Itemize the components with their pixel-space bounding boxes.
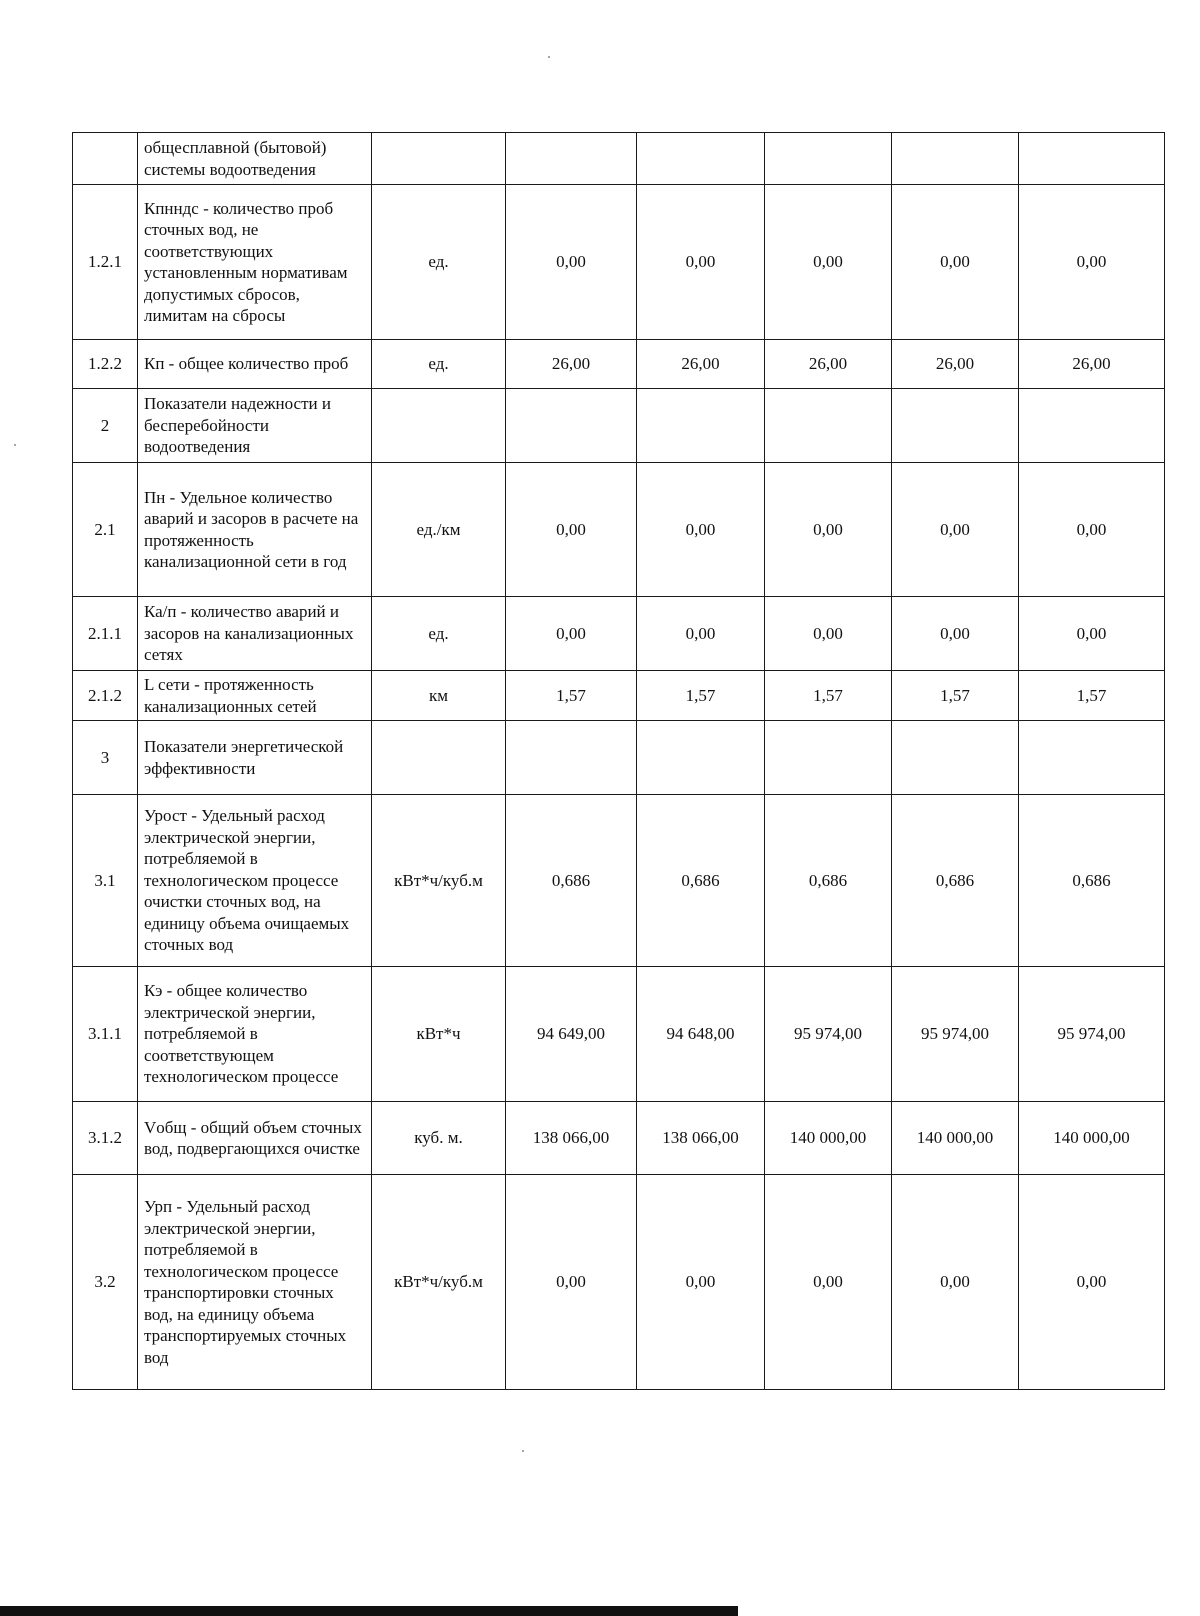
value-cell: 94 648,00 xyxy=(637,967,765,1102)
unit-cell: кВт*ч/куб.м xyxy=(372,1175,506,1390)
unit-cell: км xyxy=(372,671,506,721)
value-cell: 0,00 xyxy=(765,1175,892,1390)
indicator-name-cell: Кэ - общее количество электрической энергии, потребляемой в соответствующем технологическом процессе xyxy=(138,967,372,1102)
value-cell xyxy=(506,389,637,463)
value-cell: 1,57 xyxy=(506,671,637,721)
value-cell xyxy=(637,133,765,185)
unit-cell: ед./км xyxy=(372,463,506,597)
row-number-cell xyxy=(73,133,138,185)
value-cell xyxy=(637,721,765,795)
value-cell xyxy=(765,389,892,463)
unit-cell: кВт*ч xyxy=(372,967,506,1102)
value-cell xyxy=(892,389,1019,463)
table-row xyxy=(73,463,1165,597)
scan-speck xyxy=(548,56,550,58)
value-cell xyxy=(892,721,1019,795)
value-cell: 0,00 xyxy=(637,463,765,597)
table-row xyxy=(73,967,1165,1102)
unit-cell xyxy=(372,133,506,185)
value-cell: 0,00 xyxy=(892,185,1019,340)
unit-cell: куб. м. xyxy=(372,1102,506,1175)
table-row xyxy=(73,1175,1165,1390)
value-cell: 0,00 xyxy=(506,1175,637,1390)
value-cell: 0,00 xyxy=(506,185,637,340)
indicator-name-cell: Урост - Удельный расход электрической энергии, потребляемой в технологическом процессе очистки сточных вод, на единицу объема очищаемых сточных вод xyxy=(138,795,372,967)
scan-speck xyxy=(14,444,16,446)
value-cell: 0,00 xyxy=(637,597,765,671)
row-number-cell: 3.1.2 xyxy=(73,1102,138,1175)
value-cell xyxy=(506,133,637,185)
value-cell: 0,686 xyxy=(1019,795,1165,967)
row-number-cell: 3.1.1 xyxy=(73,967,138,1102)
value-cell xyxy=(637,389,765,463)
table-body xyxy=(73,133,1165,1390)
value-cell: 138 066,00 xyxy=(637,1102,765,1175)
value-cell: 26,00 xyxy=(637,340,765,389)
table-row xyxy=(73,795,1165,967)
row-number-cell: 2.1.1 xyxy=(73,597,138,671)
value-cell: 140 000,00 xyxy=(892,1102,1019,1175)
value-cell: 0,00 xyxy=(637,185,765,340)
indicator-name-cell: L сети - протяженность канализационных сетей xyxy=(138,671,372,721)
indicator-name-cell: Кпнндс - количество проб сточных вод, не соответствующих установленным нормативам допустимых сбросов, лимитам на сбросы xyxy=(138,185,372,340)
value-cell xyxy=(765,721,892,795)
indicator-name-cell: общесплавной (бытовой) системы водоотведения xyxy=(138,133,372,185)
scan-speck xyxy=(522,1450,524,1452)
scan-edge-bar xyxy=(0,1606,738,1616)
row-number-cell: 1.2.2 xyxy=(73,340,138,389)
indicators-table xyxy=(72,132,1165,1390)
value-cell: 140 000,00 xyxy=(765,1102,892,1175)
value-cell: 0,686 xyxy=(892,795,1019,967)
row-number-cell: 3 xyxy=(73,721,138,795)
table-row xyxy=(73,185,1165,340)
value-cell: 26,00 xyxy=(506,340,637,389)
unit-cell xyxy=(372,389,506,463)
value-cell: 0,00 xyxy=(765,463,892,597)
unit-cell xyxy=(372,721,506,795)
value-cell: 0,00 xyxy=(1019,597,1165,671)
value-cell xyxy=(1019,133,1165,185)
row-number-cell: 3.1 xyxy=(73,795,138,967)
indicator-name-cell: Урп - Удельный расход электрической энергии, потребляемой в технологическом процессе транспортировки сточных вод, на единицу объема транспортируемых сточных вод xyxy=(138,1175,372,1390)
value-cell: 0,00 xyxy=(765,185,892,340)
value-cell: 26,00 xyxy=(765,340,892,389)
table-row xyxy=(73,671,1165,721)
value-cell: 0,00 xyxy=(1019,185,1165,340)
table-row xyxy=(73,721,1165,795)
row-number-cell: 2.1.2 xyxy=(73,671,138,721)
indicator-name-cell: Показатели надежности и бесперебойности водоотведения xyxy=(138,389,372,463)
value-cell: 95 974,00 xyxy=(892,967,1019,1102)
unit-cell: ед. xyxy=(372,185,506,340)
value-cell: 0,00 xyxy=(506,597,637,671)
value-cell: 0,00 xyxy=(892,1175,1019,1390)
value-cell: 1,57 xyxy=(637,671,765,721)
indicator-name-cell: Ка/п - количество аварий и засоров на канализационных сетях xyxy=(138,597,372,671)
value-cell: 95 974,00 xyxy=(1019,967,1165,1102)
value-cell xyxy=(1019,721,1165,795)
unit-cell: ед. xyxy=(372,340,506,389)
table-row xyxy=(73,340,1165,389)
value-cell: 95 974,00 xyxy=(765,967,892,1102)
indicator-name-cell: Показатели энергетической эффективности xyxy=(138,721,372,795)
value-cell: 0,00 xyxy=(637,1175,765,1390)
value-cell: 0,00 xyxy=(506,463,637,597)
value-cell: 26,00 xyxy=(892,340,1019,389)
value-cell: 0,00 xyxy=(892,463,1019,597)
table-row xyxy=(73,1102,1165,1175)
value-cell: 26,00 xyxy=(1019,340,1165,389)
value-cell: 1,57 xyxy=(1019,671,1165,721)
table-row xyxy=(73,133,1165,185)
value-cell xyxy=(892,133,1019,185)
indicator-name-cell: Кп - общее количество проб xyxy=(138,340,372,389)
row-number-cell: 1.2.1 xyxy=(73,185,138,340)
row-number-cell: 2.1 xyxy=(73,463,138,597)
value-cell xyxy=(1019,389,1165,463)
table-row xyxy=(73,389,1165,463)
value-cell: 1,57 xyxy=(765,671,892,721)
value-cell xyxy=(765,133,892,185)
value-cell: 0,00 xyxy=(892,597,1019,671)
value-cell xyxy=(506,721,637,795)
indicator-name-cell: Пн - Удельное количество аварий и засоров в расчете на протяженность канализационной сети в год xyxy=(138,463,372,597)
value-cell: 140 000,00 xyxy=(1019,1102,1165,1175)
unit-cell: ед. xyxy=(372,597,506,671)
value-cell: 0,00 xyxy=(1019,463,1165,597)
value-cell: 0,00 xyxy=(765,597,892,671)
value-cell: 94 649,00 xyxy=(506,967,637,1102)
value-cell: 0,00 xyxy=(1019,1175,1165,1390)
row-number-cell: 2 xyxy=(73,389,138,463)
value-cell: 138 066,00 xyxy=(506,1102,637,1175)
value-cell: 0,686 xyxy=(506,795,637,967)
indicator-name-cell: Vобщ - общий объем сточных вод, подвергающихся очистке xyxy=(138,1102,372,1175)
table-row xyxy=(73,597,1165,671)
value-cell: 1,57 xyxy=(892,671,1019,721)
row-number-cell: 3.2 xyxy=(73,1175,138,1390)
value-cell: 0,686 xyxy=(765,795,892,967)
unit-cell: кВт*ч/куб.м xyxy=(372,795,506,967)
value-cell: 0,686 xyxy=(637,795,765,967)
